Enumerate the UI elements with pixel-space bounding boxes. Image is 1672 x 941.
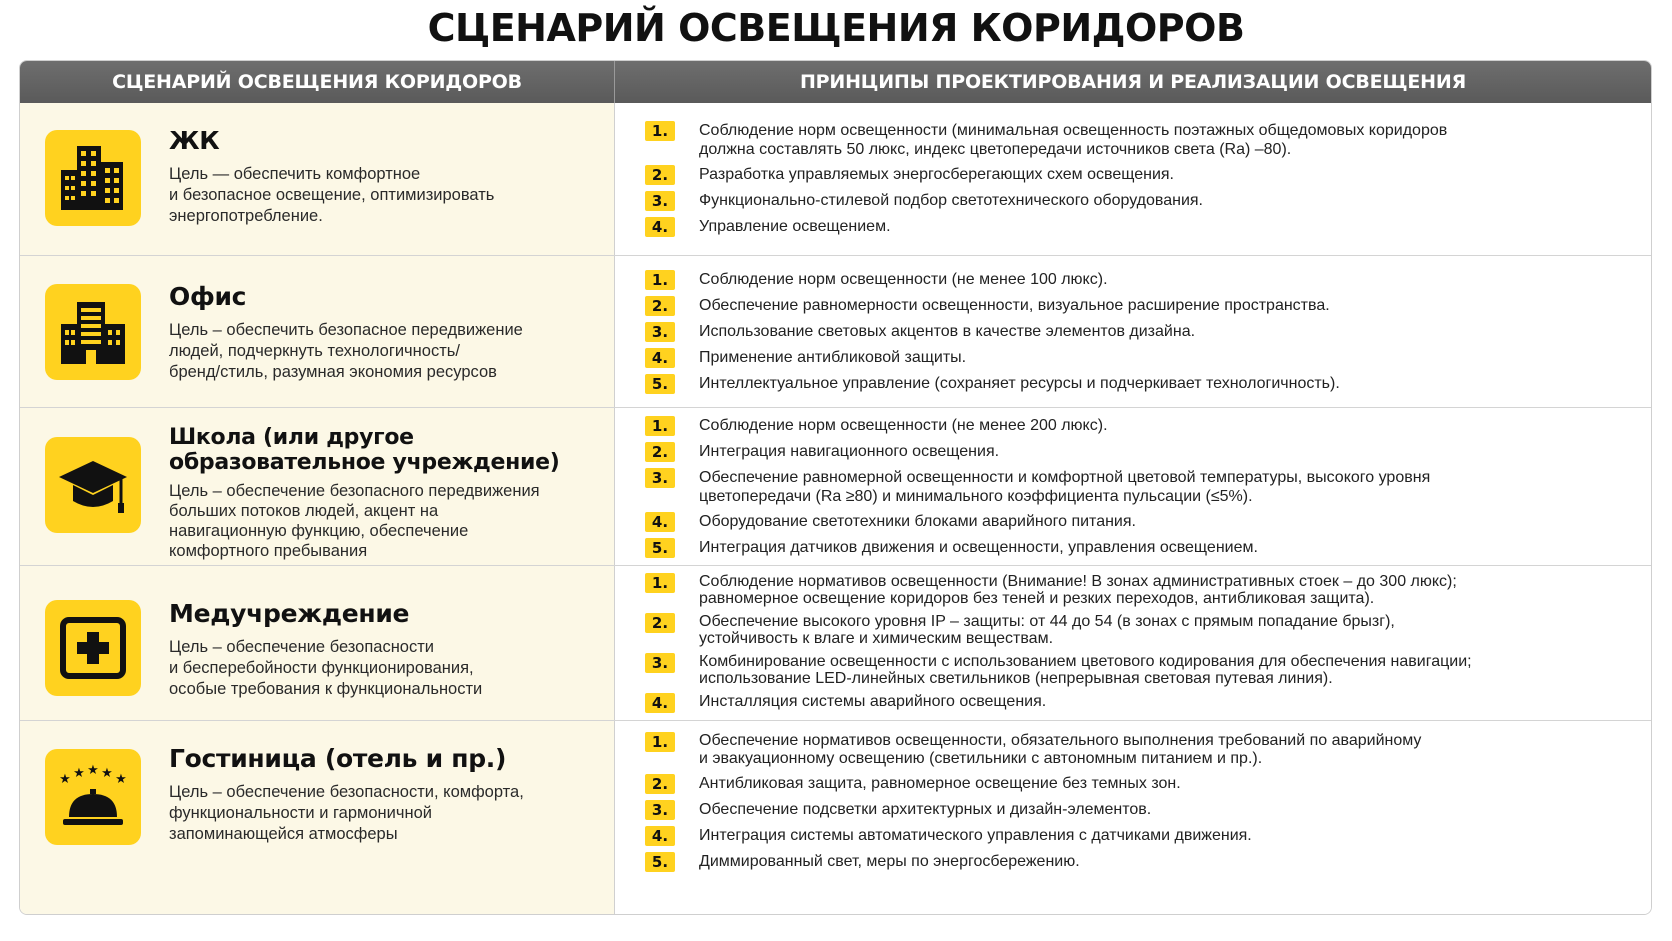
list-item xyxy=(645,512,1651,532)
item-number: 3. xyxy=(645,322,675,342)
list-item xyxy=(645,468,1651,506)
item-number: 4. xyxy=(645,512,675,532)
principles-cell xyxy=(615,566,1651,720)
list-item xyxy=(645,732,1651,768)
scenario-title: Гостиница (отель и пр.) xyxy=(169,744,507,773)
scenario-cell xyxy=(20,721,615,914)
list-item xyxy=(645,442,1651,462)
svg-text:★: ★ xyxy=(115,772,127,787)
item-text: Применение антибликовой защиты. xyxy=(699,348,967,366)
list-item xyxy=(645,538,1651,558)
scenario-title: ЖК xyxy=(169,126,220,155)
item-text: Оборудование светотехники блоками аварийного питания. xyxy=(699,512,1136,530)
item-text: Использование световых акцентов в качестве элементов дизайна. xyxy=(699,322,1196,340)
item-text: Обеспечение подсветки архитектурных и дизайн-элементов. xyxy=(699,801,1152,818)
list-item xyxy=(645,270,1651,290)
scenario-goal: Цель — обеспечить комфортное и безопасное освещение, оптимизировать энергопотребление. xyxy=(169,165,495,225)
graduation-cap-icon xyxy=(45,437,141,533)
table-row-medical xyxy=(20,566,1651,721)
hotel-bell-stars-icon xyxy=(45,749,141,845)
list-item xyxy=(645,322,1651,342)
item-text: Разработка управляемых энергосберегающих схем освещения. xyxy=(699,166,1174,183)
item-number: 1. xyxy=(645,573,675,593)
table-row-office xyxy=(20,256,1651,408)
list-item xyxy=(645,296,1651,316)
item-number: 2. xyxy=(645,774,675,794)
item-text: Обеспечение высокого уровня IP – защиты: от 44 до 54 (в зонах с прямым попадание брызг), устойчивость к влаге и химическим веществам. xyxy=(699,613,1395,647)
list-item xyxy=(645,800,1651,820)
item-text: Соблюдение норм освещенности (минимальная освещенность поэтажных общедомовых коридоров должна составлять 50 люкс, индекс цветопередачи источников света (Ra) –80). xyxy=(699,122,1448,158)
item-text: Соблюдение норм освещенности (не менее 100 люкс). xyxy=(699,270,1108,288)
scenario-goal: Цель – обеспечить безопасное передвижение людей, подчеркнуть технологичность/ бренд/стиль, разумная экономия ресурсов xyxy=(169,321,523,381)
item-number: 4. xyxy=(645,826,675,846)
item-number: 3. xyxy=(645,468,675,488)
item-text: Интеграция навигационного освещения. xyxy=(699,442,1000,460)
header-scenario: СЦЕНАРИЙ ОСВЕЩЕНИЯ КОРИДОРОВ xyxy=(20,61,615,103)
list-item xyxy=(645,191,1651,211)
table-header xyxy=(20,61,1651,103)
scenario-cell xyxy=(20,256,615,407)
item-text: Антибликовая защита, равномерное освещение без темных зон. xyxy=(699,775,1181,792)
item-number: 3. xyxy=(645,653,675,673)
table-row-zhk xyxy=(20,103,1651,256)
item-text: Функционально-стилевой подбор светотехнического оборудования. xyxy=(699,192,1203,209)
table-row-hotel xyxy=(20,721,1651,914)
list-item xyxy=(645,852,1651,872)
page-title: СЦЕНАРИЙ ОСВЕЩЕНИЯ КОРИДОРОВ xyxy=(427,6,1245,50)
item-number: 2. xyxy=(645,442,675,462)
item-number: 5. xyxy=(645,852,675,872)
item-number: 2. xyxy=(645,613,675,633)
item-text: Управление освещением. xyxy=(699,218,891,235)
item-number: 5. xyxy=(645,374,675,394)
item-number: 4. xyxy=(645,348,675,368)
apartment-buildings-icon xyxy=(45,130,141,226)
scenario-cell xyxy=(20,103,615,255)
list-item xyxy=(645,374,1651,394)
list-item xyxy=(645,826,1651,846)
list-item xyxy=(645,653,1651,687)
item-text: Обеспечение нормативов освещенности, обязательного выполнения требований по аварийному и эвакуационному освещению (светильники с автономным питанием и пр.). xyxy=(699,732,1422,767)
scenario-table xyxy=(19,60,1652,915)
scenario-title: Офис xyxy=(169,282,247,311)
list-item xyxy=(645,573,1651,607)
item-number: 1. xyxy=(645,121,675,141)
scenario-title: Медучреждение xyxy=(169,599,410,628)
item-number: 1. xyxy=(645,270,675,290)
item-number: 3. xyxy=(645,800,675,820)
header-principles: ПРИНЦИПЫ ПРОЕКТИРОВАНИЯ И РЕАЛИЗАЦИИ ОСВЕЩЕНИЯ xyxy=(799,71,1467,93)
office-building-icon xyxy=(45,284,141,380)
scenario-title: Школа (или другое образовательное учреждение) xyxy=(169,425,560,475)
item-text: Соблюдение нормативов освещенности (Внимание! В зонах административных стоек – до 300 люкс); равномерное освещение коридоров без теней и резких переходов, антибликовая защита). xyxy=(699,573,1457,607)
scenario-goal: Цель – обеспечение безопасности, комфорта, функциональности и гармоничной запоминающейся атмосферы xyxy=(169,783,524,843)
medical-cross-icon xyxy=(45,600,141,696)
item-number: 2. xyxy=(645,296,675,316)
item-text: Интеграция системы автоматического управления с датчиками движения. xyxy=(699,827,1252,844)
list-item xyxy=(645,121,1651,159)
table-row-school xyxy=(20,408,1651,566)
svg-text:★: ★ xyxy=(59,772,71,787)
item-number: 4. xyxy=(645,217,675,237)
list-item xyxy=(645,416,1651,436)
list-item xyxy=(645,217,1651,237)
item-number: 4. xyxy=(645,693,675,713)
list-item xyxy=(645,613,1651,647)
item-number: 1. xyxy=(645,732,675,752)
item-text: Соблюдение норм освещенности (не менее 200 люкс). xyxy=(699,416,1108,434)
item-text: Обеспечение равномерной освещенности и комфортной цветовой температуры, высокого уровня цветопередачи (Ra ≥80) и минимального коэффициента пульсации (≤5%). xyxy=(699,468,1431,505)
list-item xyxy=(645,165,1651,185)
svg-text:★: ★ xyxy=(87,763,99,778)
principles-cell xyxy=(615,721,1651,914)
principles-cell xyxy=(615,103,1651,255)
scenario-goal: Цель – обеспечение безопасности и бесперебойности функционирования, особые требования к функциональности xyxy=(169,638,483,698)
item-text: Комбинирование освещенности с использованием цветового кодирования для обеспечения навигации; использование LED-линейных светильников (непрерывная световая путевая линия). xyxy=(699,653,1472,687)
item-number: 2. xyxy=(645,165,675,185)
scenario-cell xyxy=(20,566,615,720)
list-item xyxy=(645,774,1651,794)
item-text: Интеграция датчиков движения и освещенности, управления освещением. xyxy=(699,538,1258,556)
scenario-cell xyxy=(20,408,615,565)
item-number: 5. xyxy=(645,538,675,558)
principles-cell xyxy=(615,256,1651,407)
principles-cell xyxy=(615,408,1651,565)
item-number: 3. xyxy=(645,191,675,211)
item-text: Инсталляция системы аварийного освещения. xyxy=(699,693,1047,710)
scenario-goal: Цель – обеспечение безопасного передвижения больших потоков людей, акцент на навигационную функцию, обеспечение комфортного пребывания xyxy=(169,482,540,560)
item-number: 1. xyxy=(645,416,675,436)
item-text: Диммированный свет, меры по энергосбережению. xyxy=(699,853,1080,870)
list-item xyxy=(645,693,1651,713)
item-text: Обеспечение равномерности освещенности, визуальное расширение пространства. xyxy=(699,296,1330,314)
svg-text:★: ★ xyxy=(101,766,113,781)
item-text: Интеллектуальное управление (сохраняет ресурсы и подчеркивает технологичность). xyxy=(699,374,1340,392)
list-item xyxy=(645,348,1651,368)
svg-text:★: ★ xyxy=(73,766,85,781)
